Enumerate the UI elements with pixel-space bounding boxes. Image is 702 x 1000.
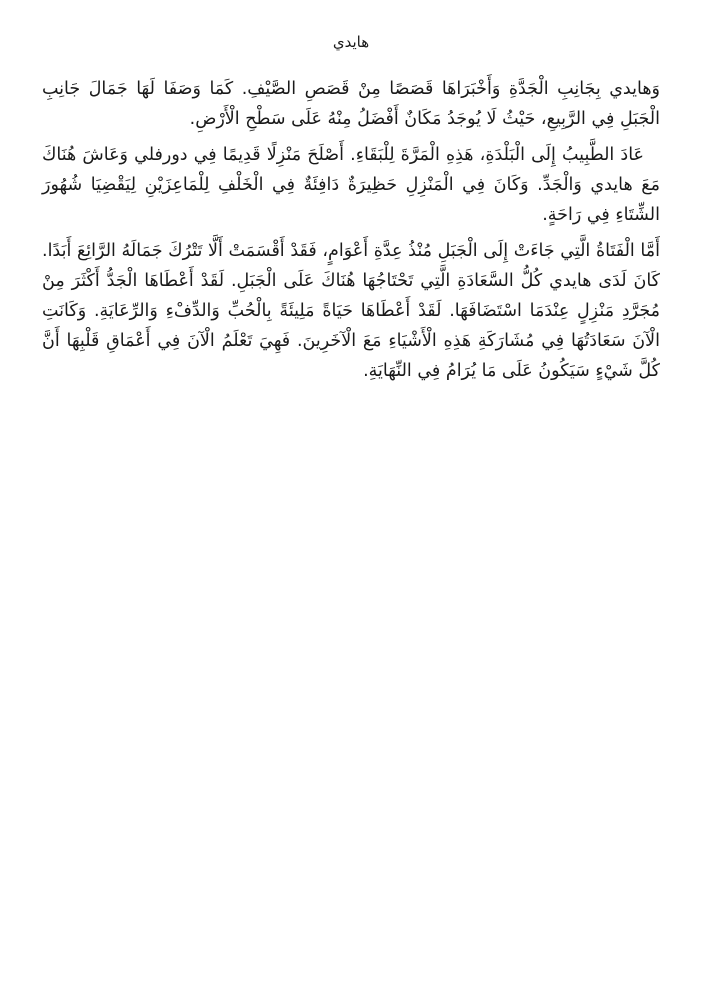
paragraph-1: وَهايدي بِجَانِبِ الْجَدَّةِ وَأَخْبَرَاهَا قَصَصًا مِنْ قَصَصِ الصَّيْفِ. كَمَا وَصَفَا لَهَا جَمَالَ جَانِبِ الْجَبَلِ فِي الرَّبِيعِ، حَيْثُ لَا يُوجَدُ مَكَانٌ أَفْضَلُ مِنْهُ عَلَى سَطْحِ الْأَرْضِ.: [42, 79, 660, 129]
page-title: هايدي: [332, 33, 370, 51]
paragraph-3: أَمَّا الْفَتَاةُ الَّتِي جَاءَتْ إِلَى الْجَبَلِ مُنْذُ عِدَّةِ أَعْوَامٍ، فَقَدْ أَقْسَمَتْ أَلَّا تَتْرُكَ جَمَالَهُ الرَّائِعَ أَبَدًا. كَانَ لَدَى هايدي كُلُّ السَّعَادَةِ الَّتِي تَحْتَاجُهَا هُنَاكَ عَلَى الْجَبَلِ. لَقَدْ أَعْطَاهَا الْجَدُّ أَكْثَرَ مِنْ مُجَرَّدِ مَنْزِلٍ عِنْدَمَا اسْتَضَافَهَا. لَقَدْ أَعْطَاهَا حَيَاةً مَلِيئَةً بِالْحُبِّ وَالدِّفْءِ وَالرِّعَايَةِ. وَكَانَتِ الْآنَ سَعَادَتُهَا فِي مُشَارَكَةِ هَذِهِ الْأَشْيَاءِ مَعَ الْآخَرِينَ. فَهِيَ تَعْلَمُ الْآنَ فِي أَعْمَاقِ قَلْبِهَا أَنَّ كُلَّ شَيْءٍ سَيَكُونُ عَلَى مَا يُرَامُ فِي النِّهَايَةِ.: [42, 241, 660, 381]
story-text: [42, 74, 660, 386]
paragraph-2: عَادَ الطَّبِيبُ إِلَى الْبَلْدَةِ، هَذِهِ الْمَرَّةَ لِلْبَقَاءِ. أَصْلَحَ مَنْزِلًا قَدِيمًا فِي دورفلي وَعَاشَ هُنَاكَ مَعَ هايدي وَالْجَدِّ. وَكَانَ فِي الْمَنْزِلِ حَظِيرَةٌ دَافِئَةٌ فِي الْخَلْفِ لِلْمَاعِزَيْنِ لِيَقْضِيَا شُهُورَ الشِّتَاءِ فِي رَاحَةٍ.: [42, 145, 660, 225]
